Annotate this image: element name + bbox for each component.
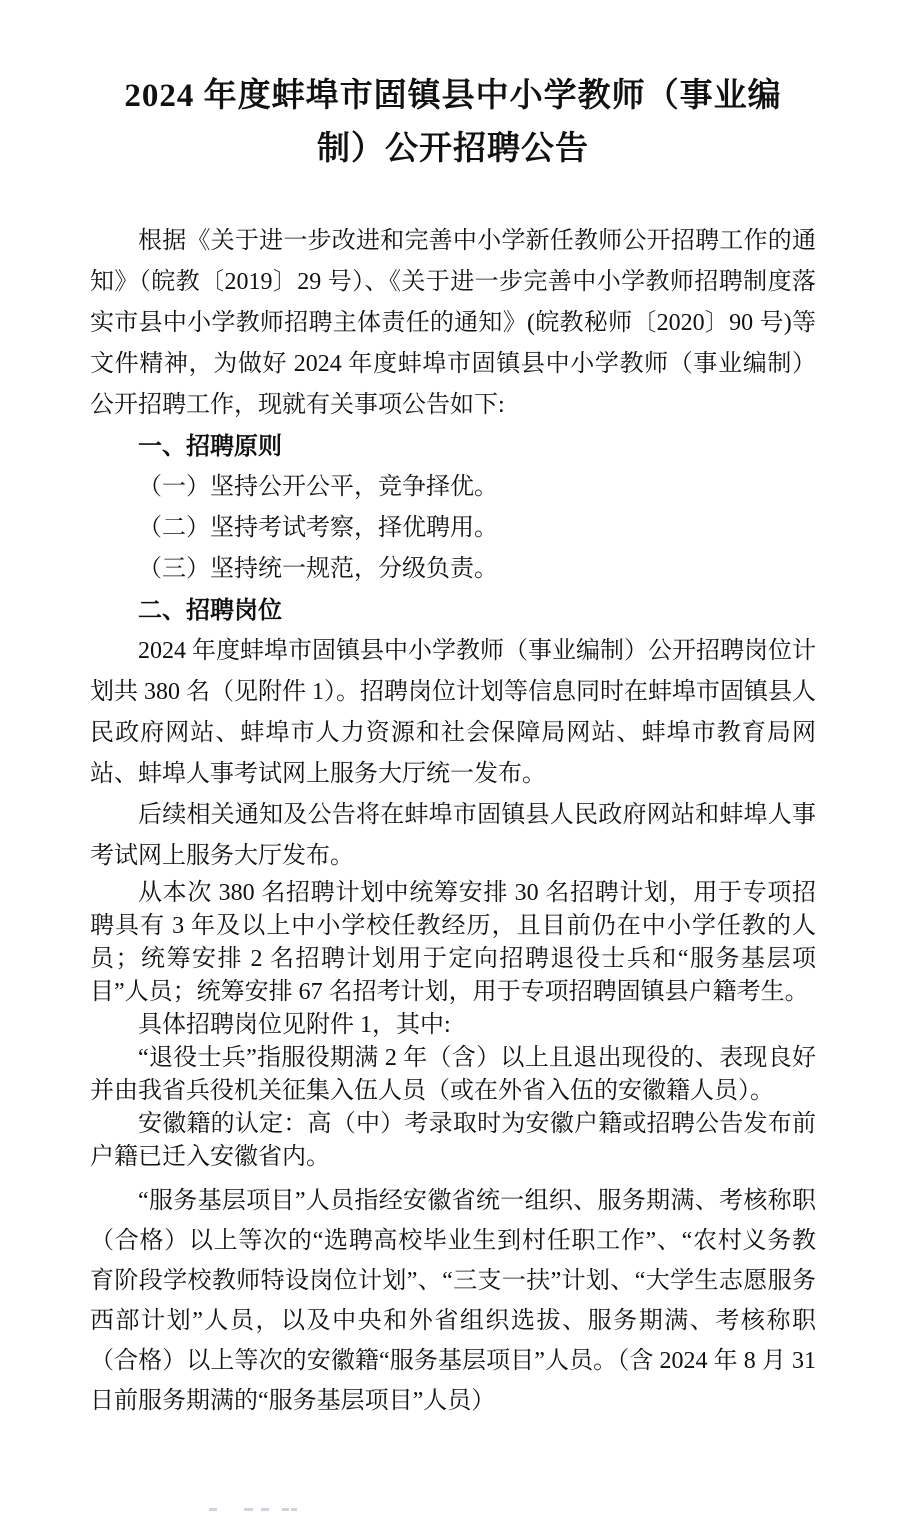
principle-item-3: （三）坚持统一规范，分级负责。 xyxy=(138,556,498,582)
document-body xyxy=(90,221,816,1421)
document-content xyxy=(0,70,900,1421)
section-heading-recruitment-principles: 一、招聘原则 xyxy=(138,433,282,460)
paragraph-veteran-definition: “退役士兵”指服役期满 2 年（含）以上且退出现役的、表现良好并由我省兵役机关征集入伍人员（或在外省入伍的安徽籍人员）。 xyxy=(90,1045,816,1104)
principle-item-2: （二）坚持考试考察，择优聘用。 xyxy=(138,515,498,541)
paragraph-grassroots-service: “服务基层项目”人员指经安徽省统一组织、服务期满、考核称职（合格）以上等次的“选聘高校毕业生到村任职工作”、“农村义务教育阶段学校教师特设岗位计划”、“三支一扶”计划、“大学生志愿服务西部计划”人员，以及中央和外省组织选拔、服务期满、考核称职（合格）以上等次的安徽籍“服务基层项目”人员。（含 2024 年 8 月 31 日前服务期满的“服务基层项目”人员） xyxy=(90,1188,816,1414)
principle-item-1: （一）坚持公开公平，竞争择优。 xyxy=(138,474,498,500)
paragraph-anhui-registration: 安徽籍的认定：高（中）考录取时为安徽户籍或招聘公告发布前户籍已迁入安徽省内。 xyxy=(90,1111,816,1170)
paragraph-plan-allocation: 从本次 380 名招聘计划中统筹安排 30 名招聘计划，用于专项招聘具有 3 年及以上中小学校任教经历，且目前仍在中小学任教的人员；统筹安排 2 名招聘计划用于定向招聘退役士兵和“服务基层项目”人员；统筹安排 67 名招考计划，用于专项招聘固镇县户籍考生。 xyxy=(90,880,816,1005)
document-title xyxy=(90,70,816,176)
paragraph-basis: 根据《关于进一步改进和完善中小学新任教师公开招聘工作的通知》（皖教〔2019〕29 号）、《关于进一步完善中小学教师招聘制度落实市县中小学教师招聘主体责任的通知》(皖教秘师〔2020〕90 号)等文件精神，为做好 2024 年度蚌埠市固镇县中小学教师（事业编制）公开招聘工作，现就有关事项公告如下: xyxy=(90,228,816,418)
document-title-line2: 制）公开招聘公告 xyxy=(317,131,589,167)
paragraph-follow-up-notices: 后续相关通知及公告将在蚌埠市固镇县人民政府网站和蚌埠人事考试网上服务大厅发布。 xyxy=(90,802,816,869)
section-heading-recruitment-positions: 二、招聘岗位 xyxy=(138,597,282,624)
paragraph-position-plan: 2024 年度蚌埠市固镇县中小学教师（事业编制）公开招聘岗位计划共 380 名（见附件 1）。招聘岗位计划等信息同时在蚌埠市固镇县人民政府网站、蚌埠市人力资源和社会保障局网站、蚌埠市教育局网站、蚌埠人事考试网上服务大厅统一发布。 xyxy=(90,638,816,787)
paragraph-see-attachment: 具体招聘岗位见附件 1，其中: xyxy=(138,1012,451,1038)
document-title-line1: 2024 年度蚌埠市固镇县中小学教师（事业编 xyxy=(124,78,782,114)
